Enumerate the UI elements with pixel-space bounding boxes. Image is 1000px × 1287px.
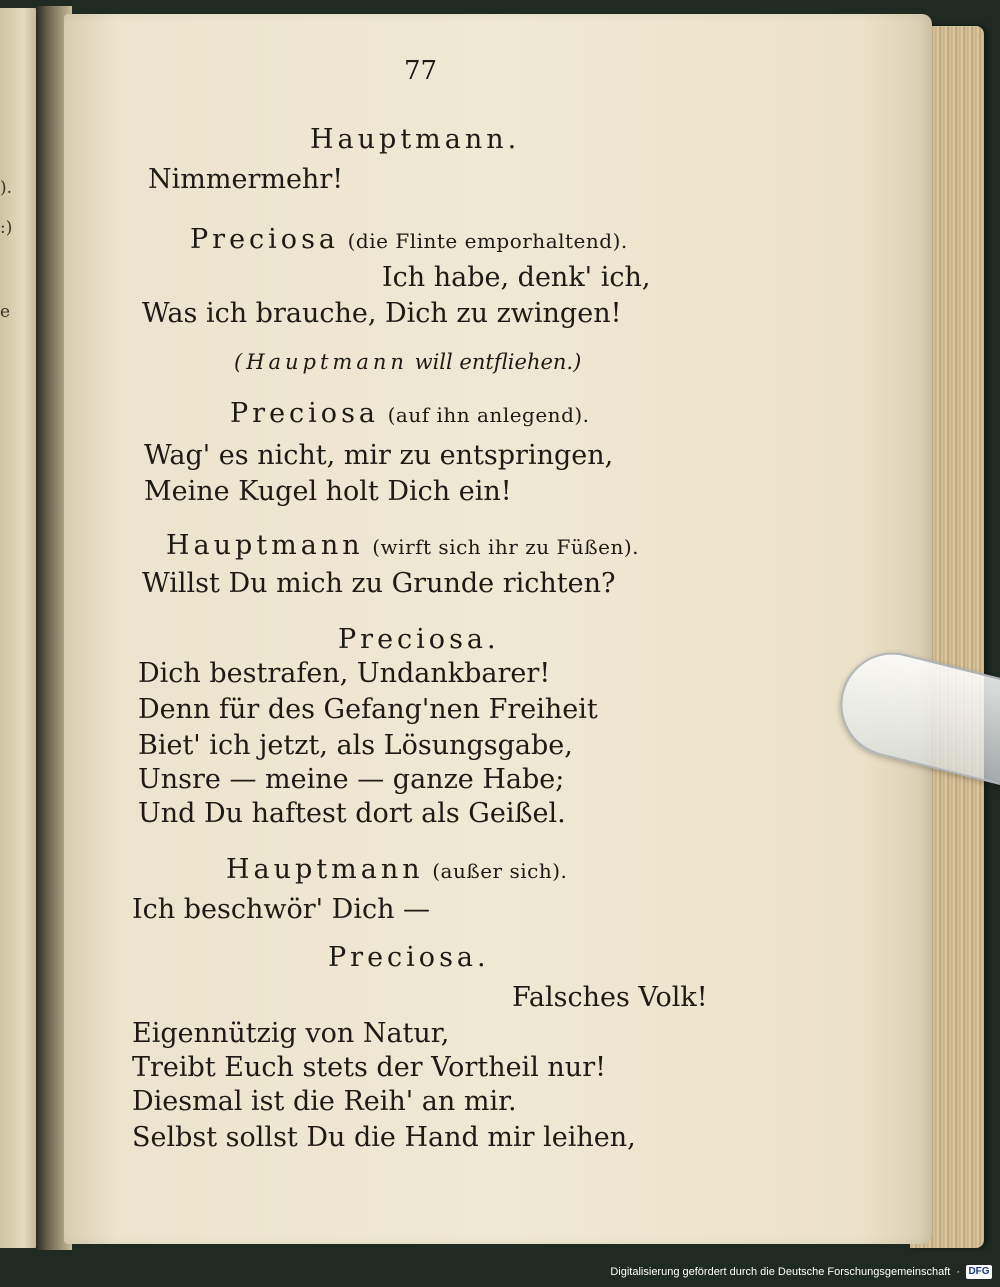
speaker-line: Preciosa (auf ihn anlegend). <box>230 398 590 429</box>
verse-line: Unsre — meine — ganze Habe; <box>138 764 565 795</box>
verse-line: Willst Du mich zu Grunde richten? <box>142 568 616 599</box>
facing-page-fragment: ). <box>0 178 13 198</box>
speaker-line: Hauptmann (wirft sich ihr zu Füßen). <box>166 530 639 561</box>
verse-line: Treibt Euch stets der Vortheil nur! <box>132 1052 606 1083</box>
verse-line: Denn für des Gefang'nen Freiheit <box>138 694 598 725</box>
verse-line: Und Du haftest dort als Geißel. <box>138 798 566 829</box>
verse-line: Nimmermehr! <box>148 164 344 195</box>
speaker-line: Hauptmann. <box>310 124 521 155</box>
dfg-logo-icon: DFG <box>966 1265 992 1279</box>
verse-line: Biet' ich jetzt, als Lösungsgabe, <box>138 730 573 761</box>
speaker-line: Preciosa. <box>338 624 500 655</box>
speaker-line: Preciosa. <box>328 942 490 973</box>
verse-line: Eigennützig von Natur, <box>132 1018 450 1049</box>
verse-line: Ich habe, denk' ich, <box>382 262 651 293</box>
verse-line: Ich beschwör' Dich — <box>132 894 431 925</box>
page-number: 77 <box>404 56 438 86</box>
footer-separator: · <box>956 1266 960 1278</box>
facing-page-fragment: :) <box>0 218 13 238</box>
footer-credit <box>610 1261 992 1283</box>
verse-line: Wag' es nicht, mir zu entspringen, <box>144 440 614 471</box>
verse-line: Meine Kugel holt Dich ein! <box>144 476 512 507</box>
verse-line: Dich bestrafen, Undankbarer! <box>138 658 551 689</box>
stage-direction: (Hauptmann will entfliehen.) <box>234 350 582 374</box>
speaker-line: Hauptmann (außer sich). <box>226 854 568 885</box>
verse-line: Falsches Volk! <box>512 982 708 1013</box>
verse-line: Was ich brauche, Dich zu zwingen! <box>142 298 622 329</box>
facing-page-fragment: e <box>0 302 11 322</box>
footer-credit-text: Digitalisierung gefördert durch die Deutsche Forschungsgemeinschaft <box>610 1266 951 1278</box>
verse-line: Diesmal ist die Reih' an mir. <box>132 1086 517 1117</box>
speaker-line: Preciosa (die Flinte emporhaltend). <box>190 224 628 255</box>
verse-line: Selbst sollst Du die Hand mir leihen, <box>132 1122 636 1153</box>
